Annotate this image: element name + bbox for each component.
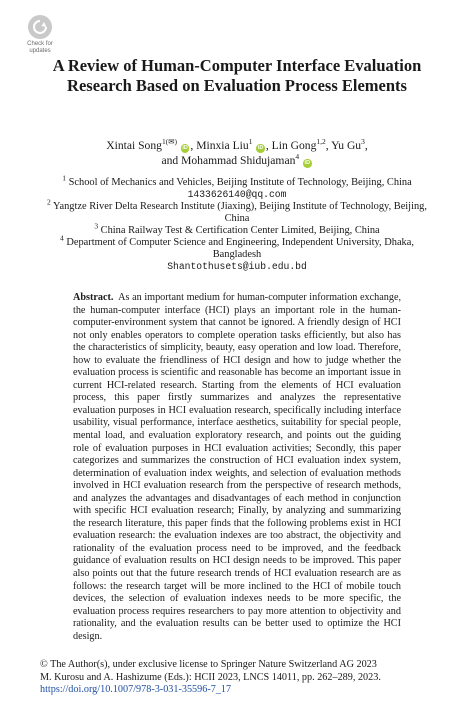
doi-link[interactable]: https://doi.org/10.1007/978-3-031-35596-7_17 bbox=[40, 684, 232, 695]
author-name: Minxia Liu bbox=[196, 139, 249, 152]
affiliation-3: $^3$ China Railway Test & Certification Center Limited, Beijing, China bbox=[94, 221, 380, 236]
author-affil-mark: 3 bbox=[361, 137, 365, 147]
author-affil-mark: 1,2 bbox=[316, 137, 326, 147]
affiliation-2: $^2$ Yangtze River Delta Research Institute (Jiaxing), Beijing Institute of Technology, Beijing, China bbox=[47, 197, 427, 224]
abstract-label: Abstract. bbox=[73, 292, 114, 303]
orcid-icon[interactable]: iD bbox=[182, 145, 188, 151]
copyright-line: © The Author(s), under exclusive license to Springer Nature Switzerland AG 2023 bbox=[40, 659, 377, 670]
check-for-updates-badge[interactable] bbox=[22, 15, 58, 55]
author-affil-mark: 4 bbox=[295, 152, 300, 162]
author-name: and Mohammad Shidujaman bbox=[161, 154, 296, 167]
citation-line: M. Kurosu and A. Hashizume (Eds.): HCII 2023, LNCS 14011, pp. 262–289, 2023. bbox=[40, 671, 381, 683]
abstract bbox=[73, 292, 401, 643]
check-for-updates-icon bbox=[28, 15, 52, 39]
affiliation-list bbox=[40, 173, 434, 273]
author-list: Xintai Song$^{1(✉)}$ iD , Minxia Liu$^1$ iD , Lin Gong$^{1,2}$, Yu Gu$^3$, and Mohammad Shidujaman$^4$ iD bbox=[106, 137, 368, 167]
copyright-footer bbox=[40, 659, 460, 697]
paper-title: A Review of Human-Computer Interface Evaluation Research Based on Evaluation Process Elements bbox=[52, 56, 422, 95]
author-name: Xintai Song bbox=[106, 139, 162, 152]
author-affil-mark: 1 bbox=[248, 137, 253, 147]
author-name: Lin Gong bbox=[271, 139, 317, 152]
affiliation-1: $^1$ School of Mechanics and Vehicles, Beijing Institute of Technology, Beijing, China 1433626140@qq.com bbox=[62, 173, 412, 200]
badge-label: Check for updates bbox=[27, 41, 53, 54]
author-affil-mark: 1(✉) bbox=[161, 137, 177, 147]
email-link[interactable]: Shantothusets@iub.edu.bd bbox=[167, 261, 307, 272]
affiliation-4: $^4$ Department of Computer Science and Engineering, Independent University, Dhaka, Bangladesh Shantothusets@iub.edu.bd bbox=[60, 233, 414, 272]
author-name: Yu Gu bbox=[331, 139, 362, 152]
email-link[interactable]: 1433626140@qq.com bbox=[187, 189, 287, 200]
orcid-icon[interactable]: iD bbox=[304, 160, 311, 166]
orcid-icon[interactable]: iD bbox=[257, 145, 264, 151]
abstract-text: As an important medium for human-computer information exchange, the human-computer interface (HCI) plays an important role in the human-computer-environment system that cannot be ignored. A friendly design of HCI not only enables operators to complete operation tasks efficiently, but also has the characteristics of simplicity, beauty, easy operation and low load. Therefore, how to evaluate the friendliness of HCI design and how to judge whether the evaluation process is scientific and reasonable has become an important issue in current HCI-related research. Starting from the elements of HCI evaluation process, this paper firstly summarizes and analyzes the representative evaluation purposes in HCI evaluation research, specifically including interface usability, visual performance, interface aesthetics, suitability for special people, mental load, and evaluation exploratory research, and points out the guiding role of evaluation purposes in HCI evaluation activities; Secondly, this paper categorizes and summarizes the construction of HCI evaluation index system, determination of evaluation index weights, and selection of evaluation methods involved in HCI evaluation research from the perspective of research methods, and analyzes the advantages and disadvantages of each method in conjunction with specific HCI evaluation research; Finally, by analyzing and summarizing the research literature, this paper finds that the following problems exist in HCI evaluation research: the evaluation indexes are too abstract, the objectivity and rationality of the evaluation process need to be improved, and the feedback guidance of evaluation results on HCI design needs to be improved. This paper also points out that the future research trends of HCI evaluation research are as follows: the research target will be more inclined to the HCI of mobile touch devices, the selection of evaluation indexes needs to be more specific, the evaluation process requires researchers to pay more attention to objectivity and rationality, and the evaluation results can be better used to optimize the HCI design. bbox=[73, 292, 402, 642]
